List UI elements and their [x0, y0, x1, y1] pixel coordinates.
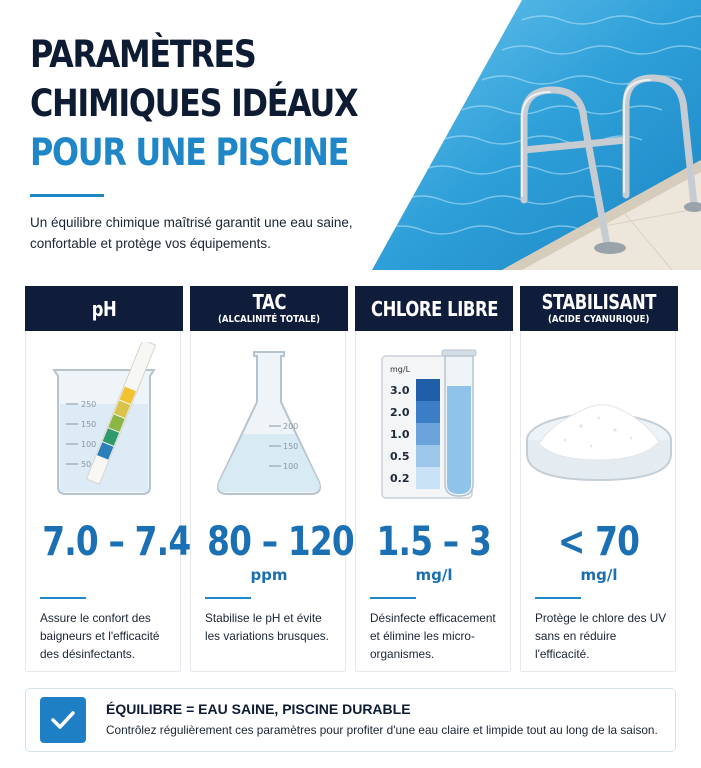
ideal-value: 80 – 120 — [207, 519, 354, 565]
card-description: Protège le chlore des UV sans en réduire l'efficacité. — [535, 611, 667, 661]
card-description: Désinfecte efficacement et élimine les micro-organismes. — [370, 611, 496, 661]
title-divider — [30, 194, 104, 197]
banner-title: ÉQUILIBRE = EAU SAINE, PISCINE DURABLE — [106, 701, 411, 717]
card-title: STABILISANT — [541, 290, 657, 314]
card-description: Assure le confort des baigneurs et l'efficacité des désinfectants. — [40, 611, 160, 661]
summary-banner — [25, 688, 676, 752]
beaker-mark: 100 — [81, 440, 97, 449]
scale-value: 0.2 — [390, 472, 410, 485]
card-stabilisant — [520, 286, 676, 672]
flask-mark: 150 — [283, 442, 299, 451]
card-chlore-libre — [355, 286, 511, 672]
card-divider — [205, 597, 251, 599]
beaker-with-test-strip-icon — [26, 342, 182, 507]
card-subtitle: (ACIDE CYANURIQUE) — [548, 314, 650, 325]
card-header — [520, 286, 678, 331]
card-title: TAC — [252, 290, 286, 314]
banner-text: Contrôlez régulièrement ces paramètres pour profiter d'une eau claire et limpide tout au long de la saison. — [106, 723, 658, 737]
flask-mark: 200 — [283, 422, 299, 431]
ideal-value: 1.5 – 3 — [376, 519, 492, 565]
scale-value: 3.0 — [390, 384, 410, 397]
card-divider — [535, 597, 581, 599]
scale-value: 2.0 — [390, 406, 410, 419]
erlenmeyer-flask-icon — [191, 342, 347, 507]
beaker-mark: 50 — [81, 460, 92, 469]
card-title: CHLORE LIBRE — [370, 296, 498, 321]
flask-mark: 100 — [283, 462, 299, 471]
card-header — [190, 286, 348, 331]
intro-line-1: Un équilibre chimique maîtrisé garantit une eau saine, — [30, 215, 353, 230]
scale-unit: mg/L — [390, 365, 411, 374]
card-divider — [40, 597, 86, 599]
petri-dish-powder-icon — [521, 342, 677, 507]
value-unit: mg/l — [580, 566, 618, 584]
ideal-value: < 70 — [558, 519, 640, 565]
card-description: Stabilise le pH et évite les variations brusques. — [205, 611, 329, 643]
scale-value: 0.5 — [390, 450, 410, 463]
value-unit: ppm — [250, 566, 288, 584]
pool-photo — [372, 0, 701, 270]
card-header — [25, 286, 183, 331]
title-line-1: PARAMÈTRES — [30, 33, 256, 76]
value-unit: mg/l — [415, 566, 453, 584]
page-title — [30, 30, 390, 177]
card-ph — [25, 286, 191, 672]
title-line-3: POUR UNE PISCINE — [30, 131, 349, 174]
chlorine-color-scale-icon — [356, 342, 512, 507]
beaker-mark: 250 — [81, 400, 97, 409]
card-tac — [190, 286, 354, 672]
intro-line-2: confortable et protège vos équipements. — [30, 236, 271, 251]
card-title: pH — [91, 296, 117, 321]
intro-text — [30, 212, 360, 254]
card-subtitle: (ALCALINITÉ TOTALE) — [218, 314, 320, 325]
card-header — [355, 286, 513, 331]
checkmark-icon — [40, 697, 86, 743]
ideal-value: 7.0 – 7.4 — [42, 519, 191, 565]
card-divider — [370, 597, 416, 599]
beaker-mark: 150 — [81, 420, 97, 429]
scale-value: 1.0 — [390, 428, 410, 441]
title-line-2: CHIMIQUES IDÉAUX — [30, 82, 358, 125]
